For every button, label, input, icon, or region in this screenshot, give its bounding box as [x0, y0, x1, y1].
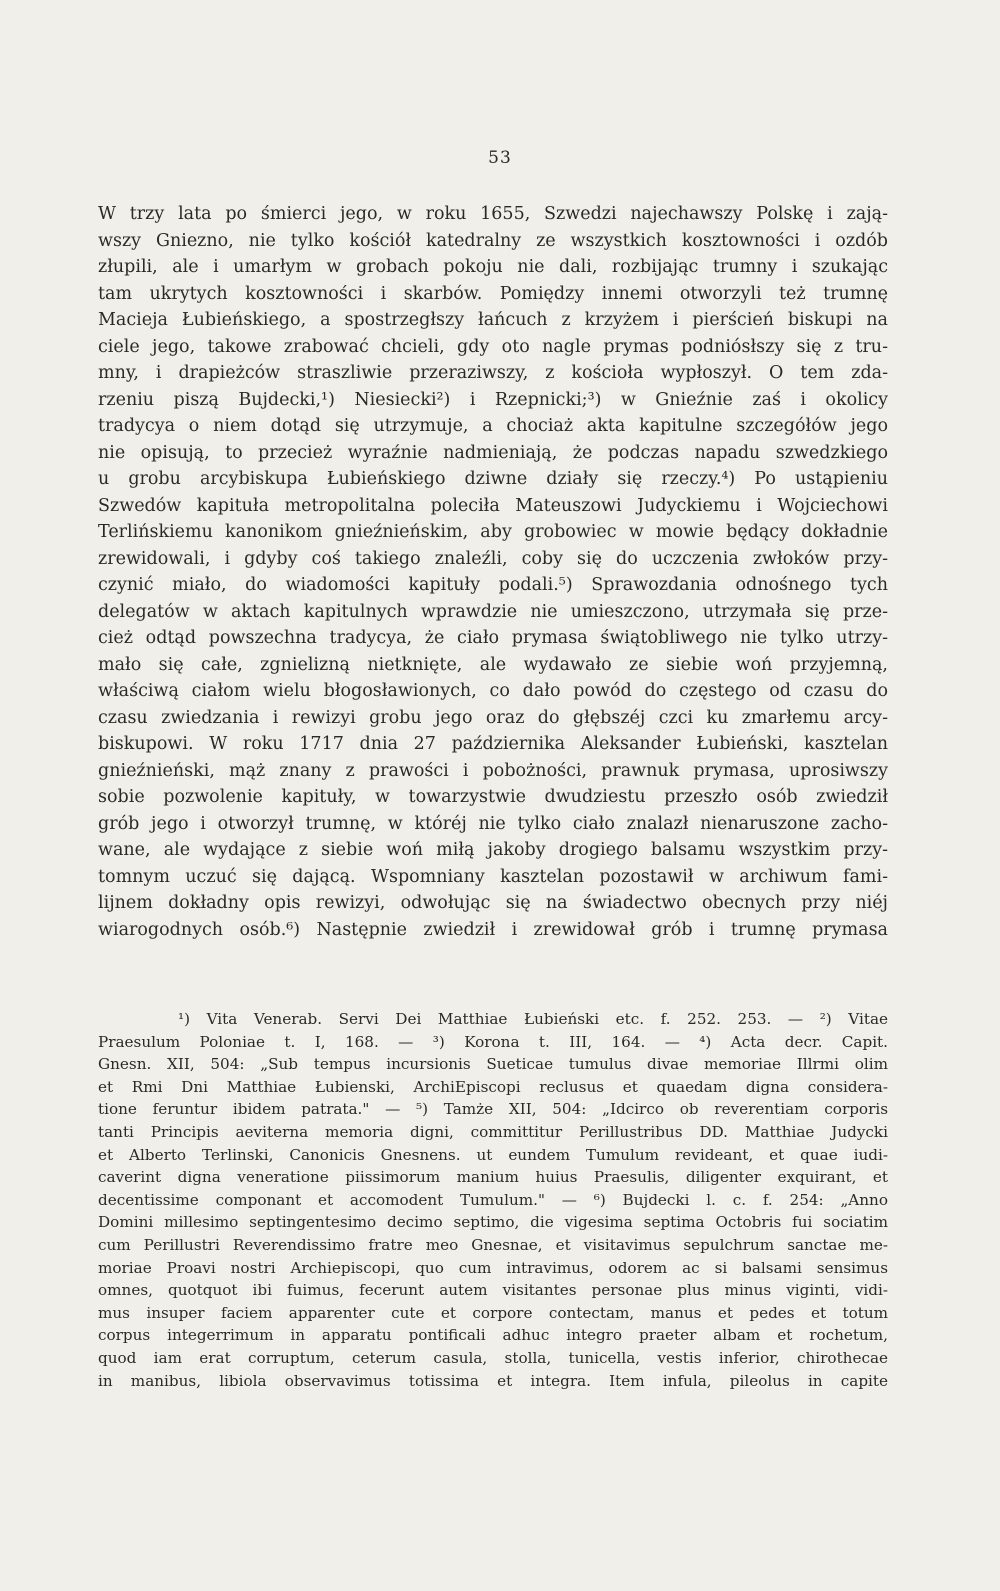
- footnote-line: Domini millesimo septingentesimo decimo septimo, die vigesima septima Octobris fui sociatim: [98, 1213, 888, 1232]
- main-text-line: mny, i drapieżców straszliwie przeraziwszy, z kościoła wypłoszył. O tem zda-: [98, 363, 888, 383]
- footnote-line: omnes, quotquot ibi fuimus, fecerunt autem visitantes personae plus minus viginti, vidi-: [98, 1281, 888, 1300]
- footnote-line: tanti Principis aeviterna memoria digni, committitur Perillustribus DD. Matthiae Judycki: [98, 1122, 888, 1141]
- footnotes: [98, 1008, 888, 1392]
- footnote-line: corpus integerrimum in apparatu pontificali adhuc integro praeter albam et rochetum,: [98, 1326, 888, 1345]
- footnote-line: quod iam erat corruptum, ceterum casula, stolla, tunicella, vestis inferior, chirothecae: [98, 1348, 888, 1367]
- main-text-line: u grobu arcybiskupa Łubieńskiego dziwne działy się rzeczy.⁴) Po ustąpieniu: [98, 469, 888, 489]
- main-text-line: ciele jego, takowe zrabować chcieli, gdy oto nagle prymas podniósłszy się z tru-: [98, 336, 888, 357]
- main-text-line: wiarogodnych osób.⁶) Następnie zwiedził i zrewidował grób i trumnę prymasa: [98, 919, 888, 940]
- footnote-line: tione feruntur ibidem patrata." — ⁵) Tamże XII, 504: „Idcirco ob reverentiam corporis: [98, 1100, 888, 1119]
- main-text-line: cież odtąd powszechna tradycya, że ciało prymasa świątobliwego nie tylko utrzy-: [98, 628, 888, 648]
- main-text-line: delegatów w aktach kapitulnych wprawdzie nie umieszczono, utrzymała się prze-: [98, 601, 888, 622]
- footnote-line: in manibus, libiola observavimus totissima et integra. Item infula, pileolus in capite: [98, 1371, 888, 1390]
- main-text-line: lijnem dokładny opis rewizyi, odwołując się na świadectwo obecnych przy niéj: [98, 893, 888, 913]
- footnote-line: moriae Proavi nostri Archiepiscopi, quo cum intravimus, odorem ac si balsami sensimus: [98, 1258, 888, 1277]
- footnote-line: cum Perillustri Reverendissimo fratre meo Gnesnae, et visitavimus sepulchrum sanctae me-: [98, 1235, 888, 1254]
- main-text-line: Szwedów kapituła metropolitalna poleciła Mateuszowi Judyckiemu i Wojciechowi: [98, 495, 888, 516]
- main-text-line: zrewidowali, i gdyby coś takiego znaleźli, coby się do uczczenia zwłoków przy-: [98, 548, 888, 569]
- footnote-line: decentissime componant et accomodent Tumulum." — ⁶) Bujdecki l. c. f. 254: „Anno: [98, 1190, 888, 1209]
- main-text-line: wane, ale wydające z siebie woń miłą jakoby drogiego balsamu wszystkim przy-: [98, 840, 888, 860]
- main-text-line: W trzy lata po śmierci jego, w roku 1655, Szwedzi najechawszy Polskę i zają-: [98, 204, 888, 224]
- main-text-line: właściwą ciałom wielu błogosławionych, co dało powód do częstego od czasu do: [98, 681, 888, 701]
- main-text-line: czynić miało, do wiadomości kapituły podali.⁵) Sprawozdania odnośnego tych: [98, 575, 888, 595]
- main-text-line: rzeniu piszą Bujdecki,¹) Niesiecki²) i Rzepnicki;³) w Gnieźnie zaś i okolicy: [98, 389, 888, 410]
- main-text-line: grób jego i otworzył trumnę, w któréj nie tylko ciało znalazł nienaruszone zacho-: [98, 813, 888, 834]
- main-text: [98, 201, 888, 943]
- main-text-line: tam ukrytych kosztowności i skarbów. Pomiędzy innemi otworzyli też trumnę: [98, 283, 888, 304]
- main-text-line: biskupowi. W roku 1717 dnia 27 października Aleksander Łubieński, kasztelan: [98, 734, 888, 754]
- main-text-line: tomnym uczuć się dającą. Wspomniany kasztelan pozostawił w archiwum fami-: [98, 866, 888, 887]
- footnote-line: ¹) Vita Venerab. Servi Dei Matthiae Łubieński etc. f. 252. 253. — ²) Vitae: [178, 1010, 888, 1028]
- page-number: 53: [488, 148, 512, 168]
- main-text-line: mało się całe, zgnielizną nietknięte, ale wydawało ze siebie woń przyjemną,: [98, 654, 888, 675]
- main-text-line: Macieja Łubieńskiego, a spostrzegłszy łańcuch z krzyżem i pierścień biskupi na: [98, 310, 888, 330]
- main-text-line: złupili, ale i umarłym w grobach pokoju nie dali, rozbijając trumny i szukając: [98, 257, 888, 277]
- footnote-line: caverint digna veneratione piissimorum manium huius Praesulis, diligenter exquirant, et: [98, 1168, 888, 1187]
- footnote-line: mus insuper faciem apparenter cute et corpore contectam, manus et pedes et totum: [98, 1303, 888, 1322]
- main-text-line: czasu zwiedzania i rewizyi grobu jego oraz do głębszéj czci ku zmarłemu arcy-: [98, 707, 888, 728]
- main-text-line: tradycya o niem dotąd się utrzymuje, a chociaż akta kapitulne szczegółów jego: [98, 416, 888, 436]
- main-text-line: Terlińskiemu kanonikom gnieźnieńskim, aby grobowiec w mowie będący dokładnie: [98, 522, 888, 542]
- footnote-line: Praesulum Poloniae t. I, 168. — ³) Korona t. III, 164. — ⁴) Acta decr. Capit.: [98, 1032, 888, 1051]
- main-text-line: gnieźnieński, mąż znany z prawości i pobożności, prawnuk prymasa, uprosiwszy: [98, 760, 888, 781]
- footnote-line: et Alberto Terlinski, Canonicis Gnesnens. ut eundem Tumulum revideant, et quae iudi-: [98, 1145, 888, 1164]
- footnote-line: et Rmi Dni Matthiae Łubienski, ArchiEpiscopi reclusus et quaedam digna considera-: [98, 1077, 888, 1096]
- main-text-line: wszy Gniezno, nie tylko kościół katedralny ze wszystkich kosztowności i ozdób: [98, 230, 888, 251]
- main-text-line: nie opisują, to przecież wyraźnie nadmieniają, że podczas napadu szwedzkiego: [98, 442, 888, 463]
- main-text-line: sobie pozwolenie kapituły, w towarzystwie dwudziestu przeszło osób zwiedził: [98, 787, 888, 807]
- footnote-line: Gnesn. XII, 504: „Sub tempus incursionis Sueticae tumulus divae memoriae Illrmi olim: [98, 1055, 888, 1074]
